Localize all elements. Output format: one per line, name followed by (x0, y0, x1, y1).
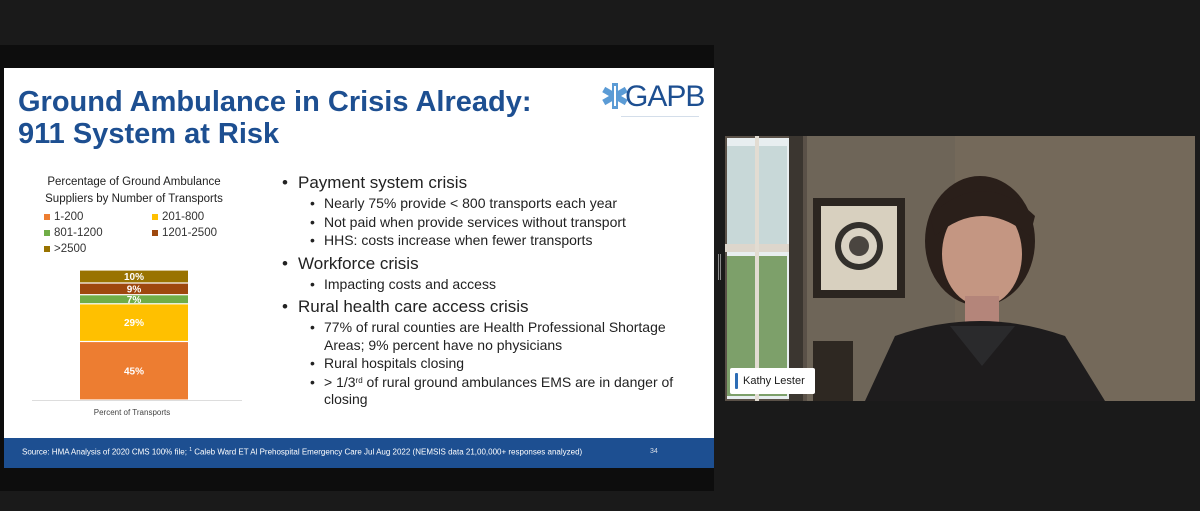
stacked-bar-chart (4, 68, 264, 408)
sub-bullet: • Not paid when provide services without transport (282, 214, 702, 232)
legend-label: >2500 (54, 243, 87, 255)
participant-video[interactable] (725, 136, 1195, 401)
bullet-list (282, 172, 702, 410)
legend-label: 801-1200 (54, 227, 103, 239)
legend-label: 201-800 (162, 211, 205, 223)
slide-number: 34 (650, 448, 658, 455)
panel-resize-handle[interactable] (718, 254, 721, 280)
participant-name-tag: Kathy Lester (730, 368, 815, 394)
legend-label: 1-200 (54, 211, 84, 223)
footer-superscript: 1 (189, 447, 192, 453)
video-feed (725, 136, 1195, 401)
data-label: 9% (126, 284, 142, 296)
slide-footer (4, 438, 714, 468)
data-label: 29% (123, 318, 145, 330)
data-label: 10% (123, 272, 145, 283)
logo-tagline: —————————————————————————— (621, 114, 699, 118)
gapb-logo (599, 78, 709, 124)
sub-bullet: • Impacting costs and access (282, 276, 702, 294)
sub-bullet-suffix: of rural ground ambulances EMS are in danger of closing (324, 373, 674, 407)
data-label: 7% (126, 294, 142, 306)
presentation-slide (4, 68, 714, 468)
slide-title-line-2: 911 System at Risk (18, 118, 280, 150)
sub-bullet: • HHS: costs increase when fewer transports (282, 232, 702, 250)
sub-bullet-prefix: > 1/3 (324, 373, 356, 390)
sub-bullet: • 77% of rural counties are Health Professional Shortage Areas; 9% percent have no physicians (282, 319, 702, 354)
legend-label: 1201-2500 (162, 227, 217, 239)
chart-baseline (32, 400, 242, 401)
chart-title-line-1: Percentage of Ground Ambulance (47, 176, 221, 188)
bullet-workforce: • Workforce crisis (282, 253, 702, 274)
sub-bullet (282, 374, 702, 409)
data-label: 45% (123, 366, 145, 378)
sub-bullet: • Rural hospitals closing (282, 355, 702, 373)
footer-source-part-1: Source: HMA Analysis of 2020 CMS 100% file; (22, 447, 190, 457)
logo-text: GAPB (625, 80, 705, 113)
footer-source-part-2: Caleb Ward ET Al Prehospital Emergency Care Jul Aug 2022 (NEMSIS data 21,00,000+ responses analyzed) (191, 447, 583, 457)
slide-title-line-1: Ground Ambulance in Crisis Already: (18, 86, 532, 118)
sub-bullet-superscript: rd (355, 375, 363, 385)
bullet-payment: • Payment system crisis (282, 172, 702, 193)
sub-bullet: • Nearly 75% provide < 800 transports each year (282, 195, 702, 213)
bullet-rural: • Rural health care access crisis (282, 296, 702, 317)
chart-x-axis-label: Percent of Transports (93, 408, 171, 417)
chart-title-line-2: Suppliers by Number of Transports (45, 193, 223, 205)
footer-source (22, 447, 582, 457)
